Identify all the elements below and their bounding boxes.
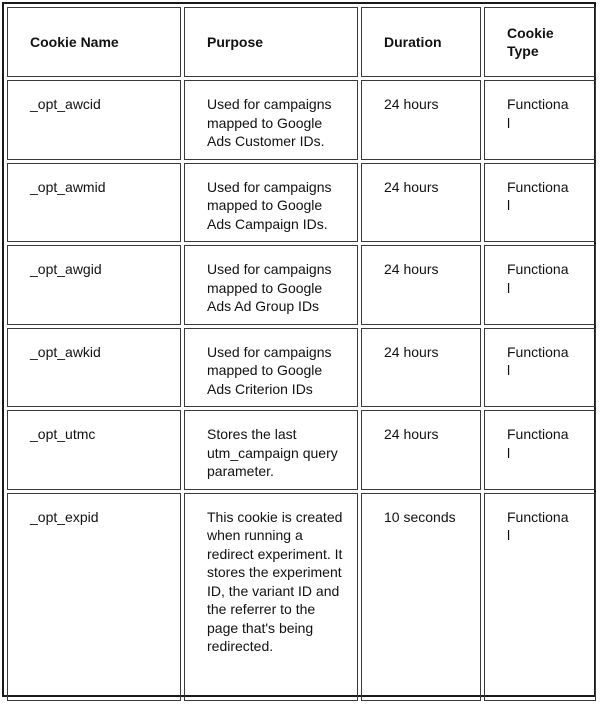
cell-cookie-type: Functional <box>484 163 596 243</box>
cell-cookie-name: _opt_awmid <box>7 163 181 243</box>
cell-duration: 24 hours <box>361 328 481 408</box>
cell-cookie-type: Functional <box>484 493 596 701</box>
cell-cookie-type: Functional <box>484 328 596 408</box>
table-row <box>7 80 596 160</box>
cell-purpose: Used for campaigns mapped to Google Ads Customer IDs. <box>184 80 358 160</box>
table-row <box>7 163 596 243</box>
cell-duration: 24 hours <box>361 163 481 243</box>
cookie-table-container <box>2 2 596 697</box>
cell-cookie-name: _opt_awkid <box>7 328 181 408</box>
header-cookie-name: Cookie Name <box>7 7 181 77</box>
table-row <box>7 410 596 490</box>
header-cookie-type: Cookie Type <box>484 7 596 77</box>
cell-cookie-name: _opt_expid <box>7 493 181 701</box>
cell-cookie-name: _opt_awcid <box>7 80 181 160</box>
cell-cookie-name: _opt_utmc <box>7 410 181 490</box>
cell-purpose: Used for campaigns mapped to Google Ads Campaign IDs. <box>184 163 358 243</box>
table-header-row <box>7 7 596 77</box>
cell-duration: 24 hours <box>361 410 481 490</box>
cell-duration: 24 hours <box>361 80 481 160</box>
cell-duration: 10 seconds <box>361 493 481 701</box>
cell-cookie-type: Functional <box>484 245 596 325</box>
header-purpose: Purpose <box>184 7 358 77</box>
table-row <box>7 493 596 701</box>
table-row <box>7 245 596 325</box>
cell-cookie-type: Functional <box>484 80 596 160</box>
header-duration: Duration <box>361 7 481 77</box>
cell-purpose: Used for campaigns mapped to Google Ads Ad Group IDs <box>184 245 358 325</box>
cell-purpose: Stores the last utm_campaign query parameter. <box>184 410 358 490</box>
cookie-table <box>4 4 599 704</box>
cell-duration: 24 hours <box>361 245 481 325</box>
cell-purpose: Used for campaigns mapped to Google Ads Criterion IDs <box>184 328 358 408</box>
cell-cookie-type: Functional <box>484 410 596 490</box>
table-row <box>7 328 596 408</box>
cell-purpose: This cookie is created when running a redirect experiment. It stores the experiment ID, the variant ID and the referrer to the page that's being redirected. <box>184 493 358 701</box>
cell-cookie-name: _opt_awgid <box>7 245 181 325</box>
